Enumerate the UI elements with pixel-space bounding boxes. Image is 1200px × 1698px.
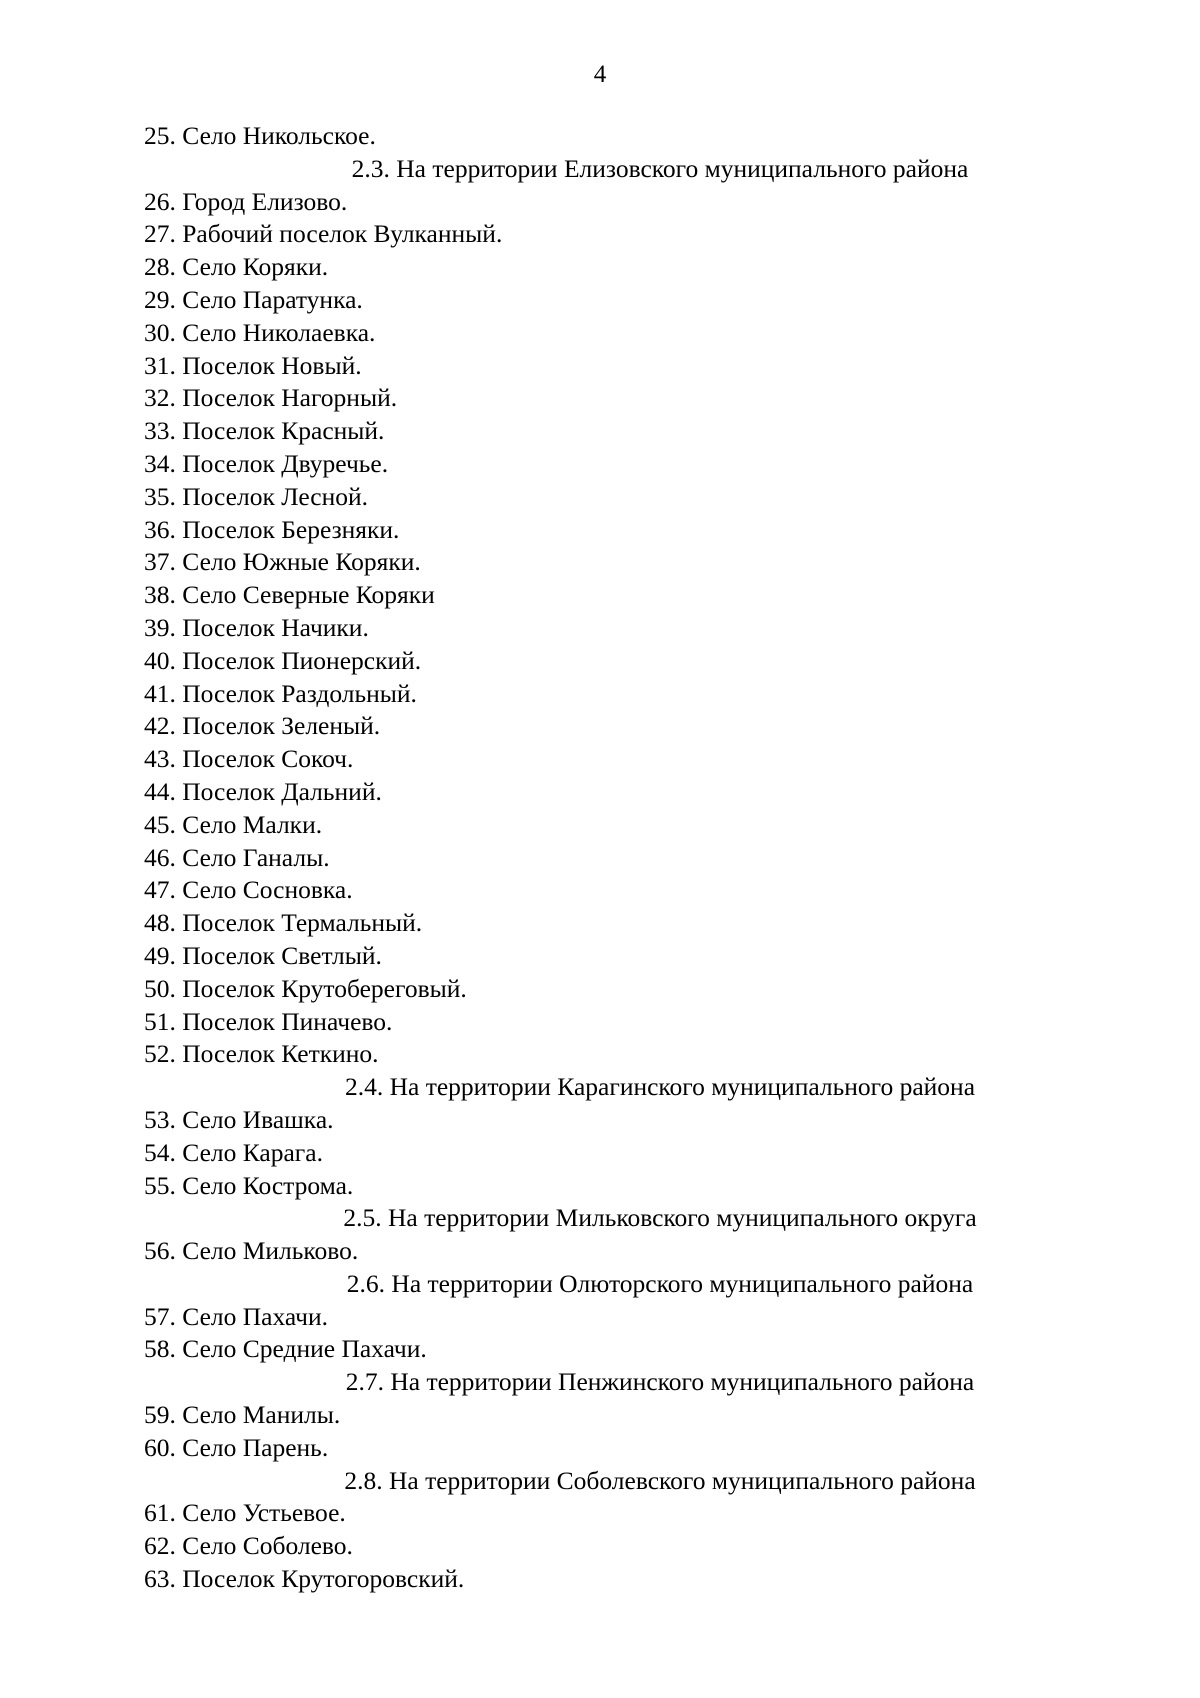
list-item: 61. Село Устьевое. (144, 1498, 346, 1528)
section-heading: 2.3. На территории Елизовского муниципального района (351, 153, 969, 183)
list-item: 44. Поселок Дальний. (144, 776, 382, 806)
list-item: 56. Село Мильково. (144, 1236, 359, 1266)
section-heading: 2.7. На территории Пенжинского муниципального района (345, 1367, 975, 1397)
list-item: 59. Село Манилы. (144, 1400, 341, 1430)
list-item: 35. Поселок Лесной. (144, 481, 369, 511)
list-item: 43. Поселок Сокоч. (144, 744, 354, 774)
list-item: 38. Село Северные Коряки (144, 580, 435, 610)
list-item: 32. Поселок Нагорный. (144, 383, 398, 413)
list-item: 58. Село Средние Пахачи. (144, 1334, 427, 1364)
list-item: 48. Поселок Термальный. (144, 908, 423, 938)
list-item: 30. Село Николаевка. (144, 317, 376, 347)
list-item: 26. Город Елизово. (144, 186, 348, 216)
list-item: 31. Поселок Новый. (144, 350, 362, 380)
list-item: 60. Село Парень. (144, 1432, 329, 1462)
page-number: 4 (593, 61, 607, 88)
list-item: 46. Село Ганалы. (144, 842, 330, 872)
list-item: 33. Поселок Красный. (144, 416, 385, 446)
list-item: 25. Село Никольское. (144, 121, 376, 150)
list-item: 40. Поселок Пионерский. (144, 645, 422, 675)
list-item: 41. Поселок Раздольный. (144, 678, 417, 708)
list-item: 51. Поселок Пиначево. (144, 1006, 393, 1036)
list-item: 42. Поселок Зеленый. (144, 711, 381, 741)
list-item: 63. Поселок Крутогоровский. (144, 1564, 465, 1594)
list-item: 27. Рабочий поселок Вулканный. (144, 219, 503, 249)
list-item: 57. Село Пахачи. (144, 1301, 329, 1331)
list-item: 50. Поселок Крутобереговый. (144, 973, 467, 1003)
list-item: 39. Поселок Начики. (144, 612, 369, 642)
list-item: 45. Село Малки. (144, 809, 323, 839)
list-item: 36. Поселок Березняки. (144, 514, 400, 544)
list-item: 54. Село Карага. (144, 1137, 323, 1167)
section-heading: 2.4. На территории Карагинского муниципального района (344, 1072, 976, 1102)
list-item: 47. Село Сосновка. (144, 875, 353, 905)
list-item: 49. Поселок Светлый. (144, 940, 382, 970)
list-item: 53. Село Ивашка. (144, 1104, 334, 1134)
section-heading: 2.8. На территории Соболевского муниципального района (344, 1465, 976, 1495)
list-item: 28. Село Коряки. (144, 252, 329, 282)
list-item: 62. Село Соболево. (144, 1531, 353, 1561)
section-heading: 2.5. На территории Мильковского муниципального округа (343, 1203, 977, 1233)
list-item: 55. Село Кострома. (144, 1170, 354, 1200)
section-heading: 2.6. На территории Олюторского муниципального района (346, 1268, 974, 1298)
list-item: 34. Поселок Двуречье. (144, 448, 389, 478)
list-item: 52. Поселок Кеткино. (144, 1039, 379, 1069)
document-body (0, 120, 1200, 1596)
list-item: 37. Село Южные Коряки. (144, 547, 421, 577)
list-item: 29. Село Паратунка. (144, 284, 363, 314)
